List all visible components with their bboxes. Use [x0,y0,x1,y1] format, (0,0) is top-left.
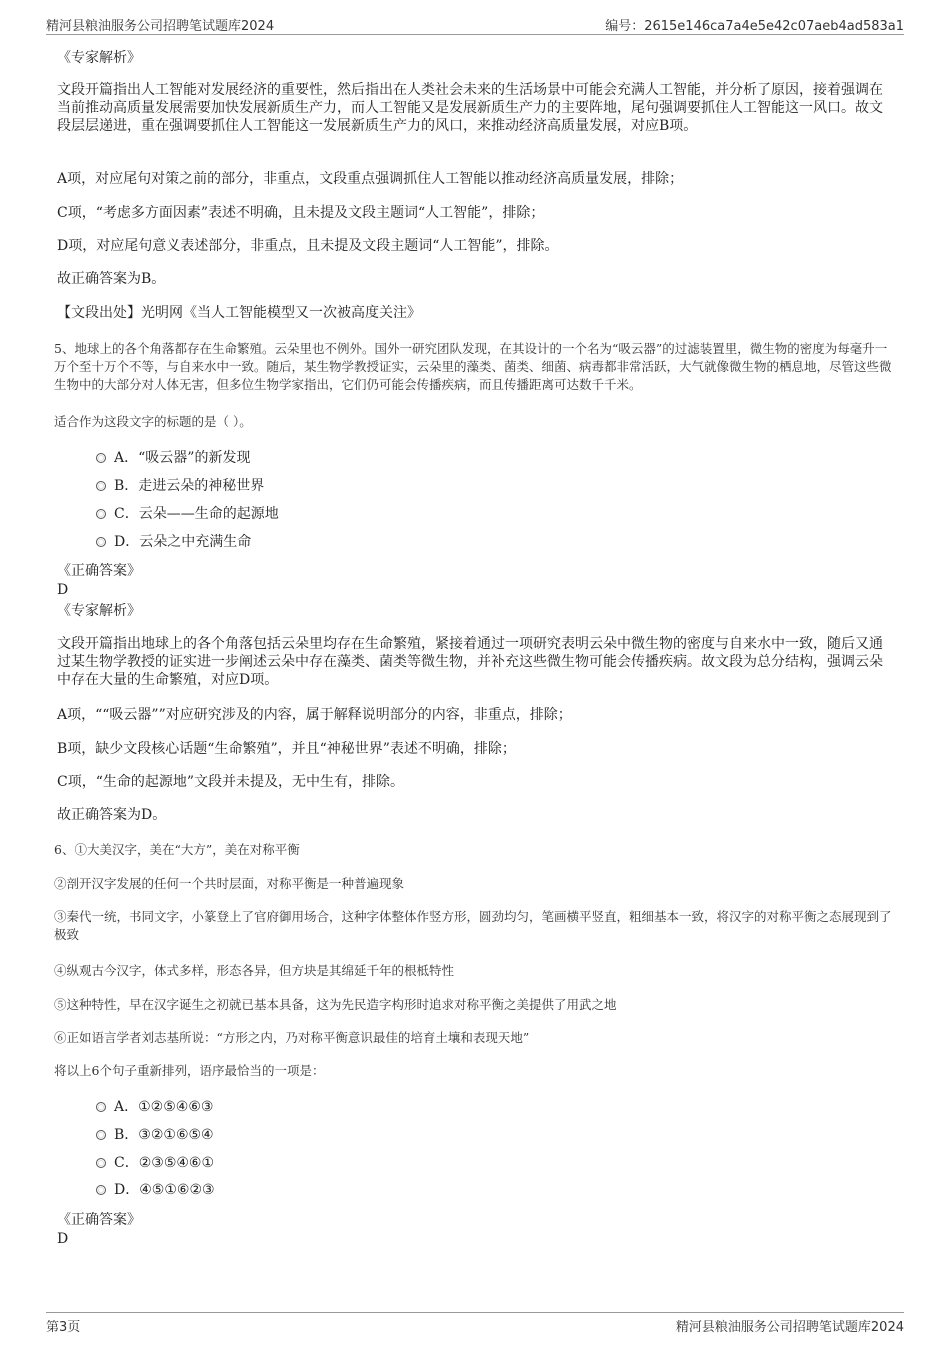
option-text: ①②⑤④⑥③ [138,1099,214,1115]
q5-option-c-analysis: C项，“生命的起源地”文段并未提及，无中生有，排除。 [57,774,405,790]
option-text: ④⑤①⑥②③ [139,1182,215,1198]
q6-question: 将以上6个句子重新排列，语序最恰当的一项是： [54,1063,325,1078]
q6-option-c[interactable] [96,1154,214,1172]
q5-conclusion: 故正确答案为D。 [57,807,167,823]
q6-sentence-5: ⑤这种特性，早在汉字诞生之初就已基本具备，这为先民造字构形时追求对称平衡之美提供了用武之地 [54,997,617,1012]
option-text: ②③⑤④⑥① [138,1155,215,1171]
q4-analysis-paragraph: 文段开篇指出人工智能对发展经济的重要性，然后指出在人类社会未来的生活场景中可能会充满人工智能，并分析了原因，接着强调在当前推动高质量发展需要加快发展新质生产力，而人工智能又是发展新质生产力的主要阵地，尾句强调要抓住人工智能这一风口。故文段层层递进，重在强调要抓住人工智能这一发展新质生产力的风口，来推动经济高质量发展，对应B项。 [57,82,883,134]
q6-sentence-1: 6、①大美汉字，美在“大方”，美在对称平衡 [54,842,300,857]
q4-option-d-analysis: D项，对应尾句意义表述部分，非重点，且未提及文段主题词“人工智能”，排除。 [57,238,559,254]
option-text: ③②①⑥⑤④ [138,1127,214,1143]
option-letter: B． [114,478,139,494]
q5-option-a-analysis: A项，““吸云器””对应研究涉及的内容，属于解释说明部分的内容，非重点，排除； [57,707,572,723]
q5-option-b-analysis: B项，缺少文段核心话题“生命繁殖”，并且“神秘世界”表述不明确，排除； [57,741,516,757]
q6-sentence-4: ④纵观古今汉字，体式多样，形态各异，但方块是其绵延千年的根柢特性 [54,963,455,978]
q5-stem: 5、地球上的各个角落都存在生命繁殖。云朵里也不例外。国外一研究团队发现，在其设计的一个名为“吸云器”的过滤装置里，微生物的密度为每毫升一万个至十万个不等，与自来水中一致。随后，某生物学教授证实，云朵里的藻类、菌类、细菌、病毒都非常活跃，大气就像微生物的栖息地，尽管这些微生物中的大部分对人体无害，但多位生物学家指出，它们仍可能会传播疾病，而且传播距离可达数千千米。 [54,341,892,392]
page-footer [46,1312,904,1335]
option-text: 走进云朵的神秘世界 [138,478,265,494]
option-text: 云朵——生命的起源地 [138,506,279,522]
q5-option-d[interactable] [96,533,251,551]
q5-option-b[interactable] [96,477,264,495]
option-letter: A． [114,450,139,466]
q4-option-a-analysis: A项，对应尾句对策之前的部分，非重点，文段重点强调抓住人工智能以推动经济高质量发展，排除； [57,171,684,187]
q4-analysis-label: 《专家解析》 [57,50,141,66]
q6-answer-label: 《正确答案》 [57,1212,141,1228]
radio-icon[interactable] [96,537,106,547]
q5-analysis-label: 《专家解析》 [57,603,141,619]
page-header [46,12,904,35]
q5-answer: D [57,582,69,598]
radio-icon[interactable] [96,481,106,491]
q5-option-a[interactable] [96,449,250,467]
radio-icon[interactable] [96,509,106,519]
option-letter: C． [114,1155,139,1171]
q5-analysis-paragraph: 文段开篇指出地球上的各个角落包括云朵里均存在生命繁殖，紧接着通过一项研究表明云朵中微生物的密度与自来水中一致，随后又通过某生物学教授的证实进一步阐述云朵中存在藻类、菌类等微生物，并补充这些微生物可能会传播疾病。故文段为总分结构，强调云朵中存在大量的生命繁殖，对应D项。 [57,636,883,688]
header-title: 精河县粮油服务公司招聘笔试题库2024 [46,19,275,34]
radio-icon[interactable] [96,1130,106,1140]
radio-icon[interactable] [96,1158,106,1168]
footer-page-number: 第3页 [46,1320,81,1335]
radio-icon[interactable] [96,453,106,463]
option-letter: B． [114,1127,139,1143]
option-letter: D． [114,1182,140,1198]
q6-answer: D [57,1231,69,1247]
radio-icon[interactable] [96,1185,106,1195]
q5-question: 适合作为这段文字的标题的是（ ）。 [54,414,252,429]
q6-sentence-6: ⑥正如语言学者刘志基所说：“方形之内，乃对称平衡意识最佳的培育土壤和表现天地” [54,1030,530,1045]
q6-sentence-3: ③秦代一统，书同文字，小篆登上了官府御用场合，这种字体整体作竖方形，圆劲均匀，笔画横平竖直，粗细基本一致，将汉字的对称平衡之态展现到了极致 [54,909,892,942]
q4-conclusion: 故正确答案为B。 [57,271,166,287]
option-letter: C． [114,506,139,522]
q4-option-c-analysis: C项，“考虑多方面因素”表述不明确，且未提及文段主题词“人工智能”，排除； [57,205,545,221]
q6-option-a[interactable] [96,1098,213,1116]
q6-option-b[interactable] [96,1126,214,1144]
q4-source: 【文段出处】光明网《当人工智能模型又一次被高度关注》 [57,305,421,321]
option-text: “吸云器”的新发现 [138,450,251,466]
header-doc-id: 编号：2615e146ca7a4e5e42c07aeb4ad583a1 [605,19,904,34]
q6-sentence-2: ②剖开汉字发展的任何一个共时层面，对称平衡是一种普遍现象 [54,876,405,891]
q6-option-d[interactable] [96,1181,215,1199]
option-letter: D． [114,534,140,550]
q5-option-c[interactable] [96,505,279,523]
q5-answer-label: 《正确答案》 [57,563,141,579]
option-text: 云朵之中充满生命 [139,534,252,550]
footer-title: 精河县粮油服务公司招聘笔试题库2024 [675,1320,904,1335]
radio-icon[interactable] [96,1102,106,1112]
option-letter: A． [114,1099,139,1115]
